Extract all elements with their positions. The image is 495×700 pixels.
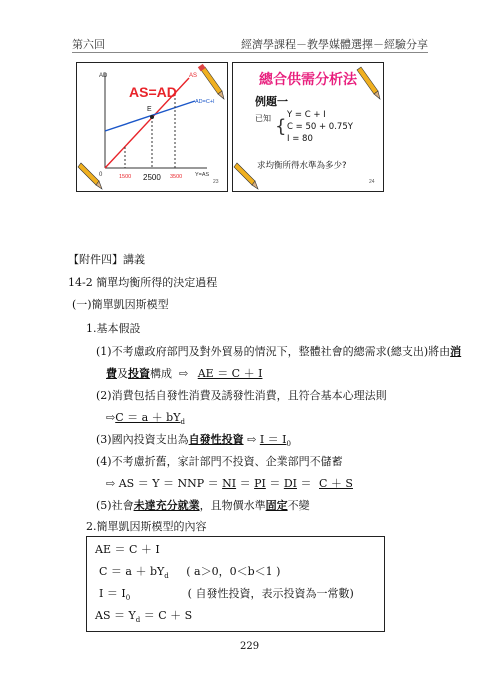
model-row-as: AS ＝ $Y_d = C + S$	[95, 609, 193, 625]
subsection-heading: (一)簡單凱因斯模型	[72, 298, 169, 311]
model-box	[86, 536, 385, 632]
as-label: AS	[189, 73, 198, 79]
origin-label: 0	[99, 172, 103, 178]
section-heading: 14-2 簡單均衡所得的決定過程	[68, 276, 218, 289]
header-chapter: 第六回	[72, 38, 105, 51]
assumption-4: (4)不考慮折舊，家計部門不投資、企業部門不儲蓄	[96, 455, 343, 468]
equation-i: I = 80	[287, 134, 313, 144]
page-number: 229	[240, 641, 260, 652]
arrow-icon: ⇨	[106, 411, 116, 424]
pencil-icon	[357, 67, 380, 99]
assumption-2-eq: ⇨C ＝ $a + bY_d$	[106, 411, 185, 427]
arrow-icon: ⇨	[179, 367, 189, 380]
assumption-5: (5)社會未達充分就業，且物價水準固定不變	[96, 499, 310, 512]
example-label: 例題一	[255, 95, 288, 108]
equation-c: C = 50 + 0.75Y	[287, 122, 353, 132]
model-row-i: $I = I_0$ ( 自發性投資，表示投資為一常數)	[99, 587, 354, 603]
assumption-4-eq: ⇨ AS ＝ Y ＝ NNP ＝ NI ＝ PI ＝ DI ＝ C ＋ S	[106, 477, 357, 491]
appendix-heading: 【附件四】講義	[68, 253, 145, 266]
pencil-icon	[234, 163, 258, 189]
tick-1500: 1500	[119, 174, 132, 180]
assumption-2: (2)消費包括自發性消費及誘發性消費，且符合基本心理法則	[96, 389, 387, 402]
slide-as-ad	[76, 62, 228, 192]
as-ad-diagram	[77, 63, 227, 191]
cs-term: C ＋ S	[319, 477, 353, 490]
slide1-page: 23	[213, 179, 219, 185]
header-title: 經濟學課程－教學媒體選擇－經驗分享	[241, 38, 428, 51]
assumption-3: (3)國內投資支出為自發性投資 ⇨ $I = I_0$	[96, 433, 291, 449]
arrow-icon: ⇨	[106, 477, 116, 490]
equation-y: Y = C + I	[287, 110, 326, 120]
slide-example	[232, 62, 384, 192]
question-text: 求均衡所得水準為多少?	[257, 161, 347, 171]
header-rule	[72, 52, 428, 53]
model-row-ae: AE ＝ C ＋ I	[95, 543, 160, 556]
item1-heading: 1.基本假設	[86, 322, 141, 335]
brace-icon: {	[275, 116, 287, 137]
model-row-c: $C = a + bY_d$ ( a＞0，0＜b＜1 )	[99, 565, 281, 581]
pi-term: PI	[254, 477, 266, 490]
x-axis-label: Y=AS	[195, 172, 210, 178]
assumption-1: (1)不考慮政府部門及對外貿易的情況下，整體社會的總需求(總支出)將由消	[96, 345, 462, 358]
e-label: E	[147, 106, 152, 113]
slide1-title: AS=AD	[129, 84, 177, 100]
tick-2500: 2500	[143, 173, 161, 182]
tick-3500: 3500	[170, 174, 183, 180]
ae-equation: AE ＝ C ＋ I	[197, 367, 263, 380]
consumption-equation: C ＝ a ＋ bY	[115, 411, 181, 424]
y-axis-label: AD	[99, 73, 108, 79]
slide2-title: 總合供需分析法	[259, 72, 357, 88]
arrow-icon: ⇨	[247, 433, 257, 446]
ni-term: NI	[222, 477, 237, 490]
di-term: DI	[283, 477, 298, 490]
item2-heading: 2.簡單凱因斯模型的內容	[86, 520, 207, 533]
pencil-icon	[198, 64, 224, 99]
given-label: 已知	[255, 114, 271, 123]
investment-equation: I ＝ I	[259, 433, 287, 446]
assumption-1-cont: 費及投資構成 ⇨ AE ＝ C ＋ I	[106, 367, 268, 381]
given-equations	[287, 109, 353, 145]
slide2-page: 24	[369, 179, 375, 185]
ad-label: AD=C+I	[195, 99, 215, 105]
equilibrium-point	[150, 115, 154, 119]
